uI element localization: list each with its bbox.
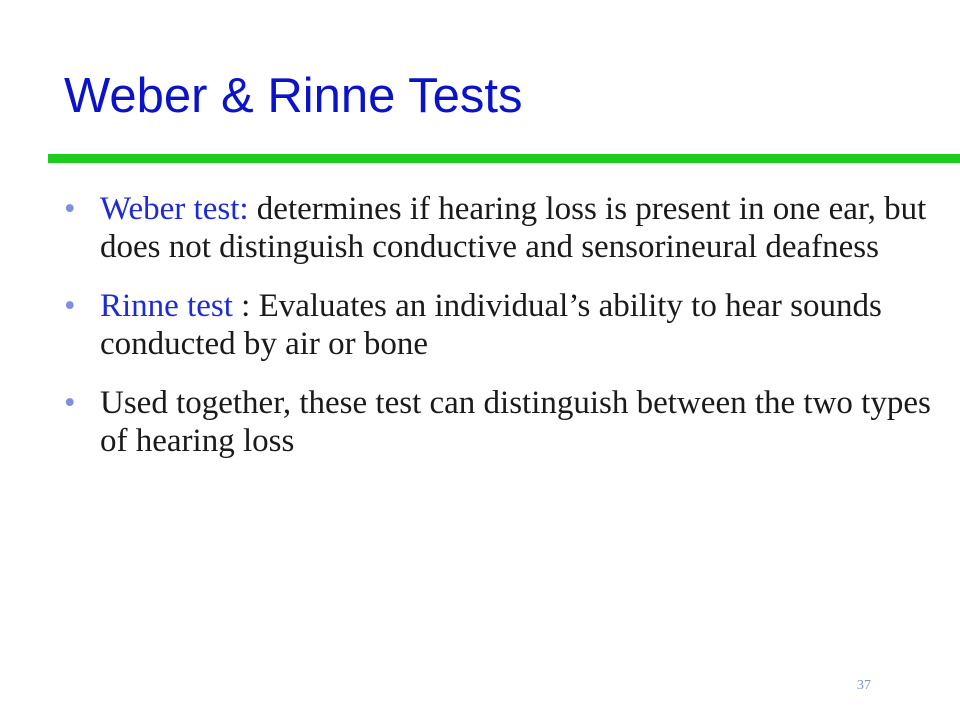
page-number: 37 [857, 678, 871, 693]
bullet-item-used-together [64, 384, 944, 460]
bullet-item-rinne [64, 287, 944, 363]
bullet-icon: • [64, 191, 76, 227]
bullet-term: Weber test: [100, 191, 249, 227]
bullet-icon: • [64, 288, 76, 324]
bullet-list [64, 190, 944, 481]
bullet-term: Rinne test [100, 288, 233, 324]
title-underline-rule [48, 154, 960, 163]
bullet-text: : Evaluates an individual’s ability to hear sounds conducted by air or bone [100, 288, 882, 362]
bullet-text: Used together, these test can distinguish between the two types of hearing loss [100, 385, 931, 459]
bullet-icon: • [64, 385, 76, 421]
bullet-item-weber [64, 190, 944, 266]
bullet-text: determines if hearing loss is present in one ear, but does not distinguish conductive and sensorineural deafness [100, 191, 927, 265]
slide-title: Weber & Rinne Tests [64, 69, 523, 123]
